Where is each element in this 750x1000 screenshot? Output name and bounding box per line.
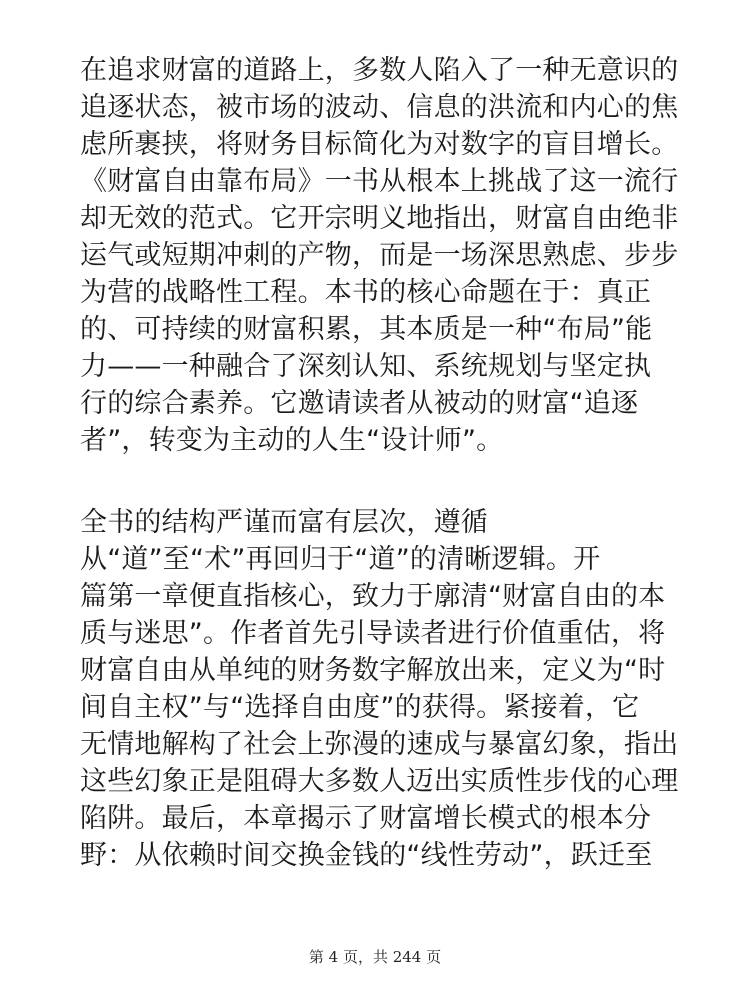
text-line: 力——一种融合了深刻认知、系统规划与坚定执 (80, 351, 652, 382)
text-line: 从“道”至“术”再回归于“道”的清晰逻辑。开 (80, 544, 601, 575)
paragraph-2 (80, 504, 680, 874)
text-line: 陷阱。最后，本章揭示了财富增长模式的根本分 (80, 803, 652, 834)
text-line: 追逐状态，被市场的波动、信息的洪流和内心的焦 (80, 92, 679, 123)
text-line: 运气或短期冲刺的产物，而是一场深思熟虑、步步 (80, 240, 679, 271)
text-line: 质与迷思”。作者首先引导读者进行价值重估，将 (80, 618, 666, 649)
text-line: 的、可持续的财富积累，其本质是一种“布局”能 (80, 314, 653, 345)
text-line: 为营的战略性工程。本书的核心命题在于：真正 (80, 277, 652, 308)
text-line: 虑所裹挟，将财务目标简化为对数字的盲目增长。 (80, 129, 679, 160)
text-line: 财富自由从单纯的财务数字解放出来，定义为“时 (80, 655, 666, 686)
text-line: 《财富自由靠布局》一书从根本上挑战了这一流行 (80, 166, 679, 197)
text-line: 篇第一章便直指核心，致力于廓清“财富自由的本 (80, 581, 666, 612)
text-line: 间自主权”与“选择自由度”的获得。紧接着，它 (80, 692, 640, 723)
text-line: 在追求财富的道路上，多数人陷入了一种无意识的 (80, 55, 679, 86)
text-line: 却无效的范式。它开宗明义地指出，财富自由绝非 (80, 203, 679, 234)
text-line: 无情地解构了社会上弥漫的速成与暴富幻象，指出 (80, 729, 679, 760)
text-line: 全书的结构严谨而富有层次，遵循 (80, 507, 488, 538)
text-line: 野：从依赖时间交换金钱的“线性劳动”，跃迁至 (80, 840, 653, 871)
text-line: 者”，转变为主动的人生“设计师”。 (80, 425, 504, 456)
page-number-footer: 第 4 页，共 244 页 (308, 948, 442, 966)
paragraph-1 (80, 52, 680, 459)
text-line: 行的综合素养。它邀请读者从被动的财富“追逐 (80, 388, 639, 419)
text-line: 这些幻象正是阻碍大多数人迈出实质性步伐的心理 (80, 766, 679, 797)
